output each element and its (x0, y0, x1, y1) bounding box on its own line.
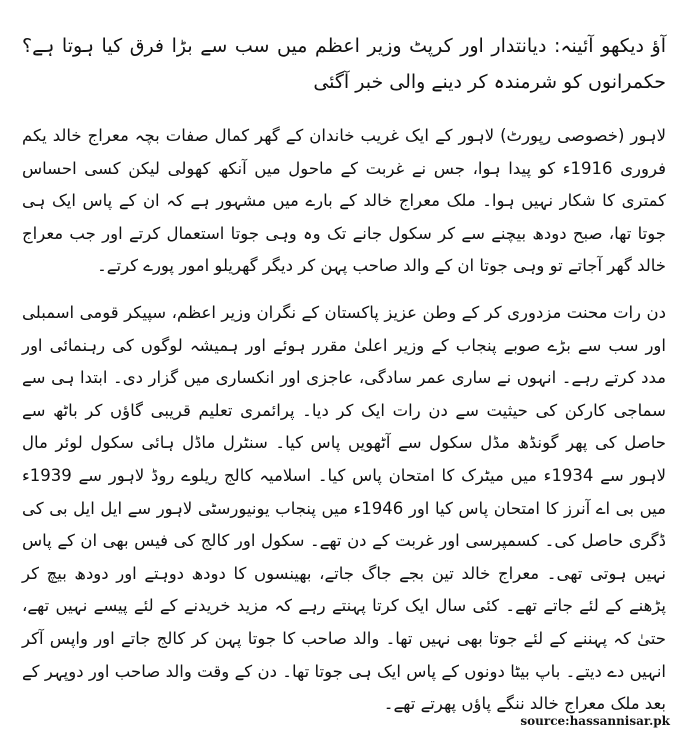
source-credit: source:hassannisar.pk (520, 714, 670, 728)
article-paragraph-1: لاہور (خصوصی رپورٹ) لاہور کے ایک غریب خاندان کے گھر کمال صفات بچہ معراج خالد یکم فروری 1916ء کو پیدا ہوا، جس نے غربت کے ماحول میں آنکھ کھولی لیکن کسی احساس کمتری کا شکار نہیں ہوا۔ ملک معراج خالد کے بارے میں مشہور ہے کہ ان کے پاس ایک ہی جوتا تھا، صبح دودھ بیچنے سے کر سکول جانے تک وہ وہی جوتا استعمال کرتے اور جب معراج خالد گھر آجاتے تو وہی جوتا ان کے والد صاحب پہن کر دیگر گھریلو امور پورے کرتے۔ (22, 126, 666, 276)
article-title: آؤ دیکھو آئینہ: دیانتدار اور کرپٹ وزیر اعظم میں سب سے بڑا فرق کیا ہوتا ہے؟ حکمرانوں کو شرمندہ کر دینے والی خبر آگئی (22, 35, 666, 93)
article-paragraph-2: دن رات محنت مزدوری کر کے وطن عزیز پاکستان کے نگران وزیر اعظم، سپیکر قومی اسمبلی اور سب سے بڑے صوبے پنجاب کے وزیر اعلیٰ مقرر ہوئے اور ہمیشہ لوگوں کی رہنمائی اور مدد کرتے رہے۔ انہوں نے ساری عمر سادگی، عاجزی اور انکساری میں گزار دی۔ ابتدا ہی سے سماجی کارکن کی حیثیت سے دن رات ایک کر دیا۔ پرائمری تعلیم قریبی گاؤں کر باٹھ سے حاصل کی پھر گونڈھ مڈل سکول سے آٹھویں پاس کیا۔ سنٹرل ماڈل ہائی سکول لوئر مال لاہور سے 1934ء میں میٹرک کا امتحان پاس کیا۔ اسلامیہ کالج ریلوے روڈ لاہور سے 1939ء میں بی اے آنرز کا امتحان پاس کیا اور 1946ء میں پنجاب یونیورسٹی لاہور سے ایل ایل بی کی ڈگری حاصل کی۔ کسمپرسی اور غربت کے دن تھے۔ سکول اور کالج کی فیس بھی ان کے پاس نہیں ہوتی تھی۔ معراج خالد تین بجے جاگ جاتے، بھینسوں کا دودھ دوہتے اور دودھ بیچ کر پڑھنے کے لئے جاتے تھے۔ کئی سال ایک کرتا پہنتے رہے کہ مزید خریدنے کے لئے پیسے نہیں تھے، حتیٰ کہ پہننے کے لئے جوتا بھی نہیں تھا۔ والد صاحب کا جوتا پہن کر کالج جاتے اور واپس آکر انہیں دے دیتے۔ باپ بیٹا دونوں کے پاس ایک ہی جوتا تھا۔ دن کے وقت والد صاحب اور دوپہر کے بعد ملک معراج خالد ننگے پاؤں پھرتے تھے۔ (22, 302, 666, 714)
